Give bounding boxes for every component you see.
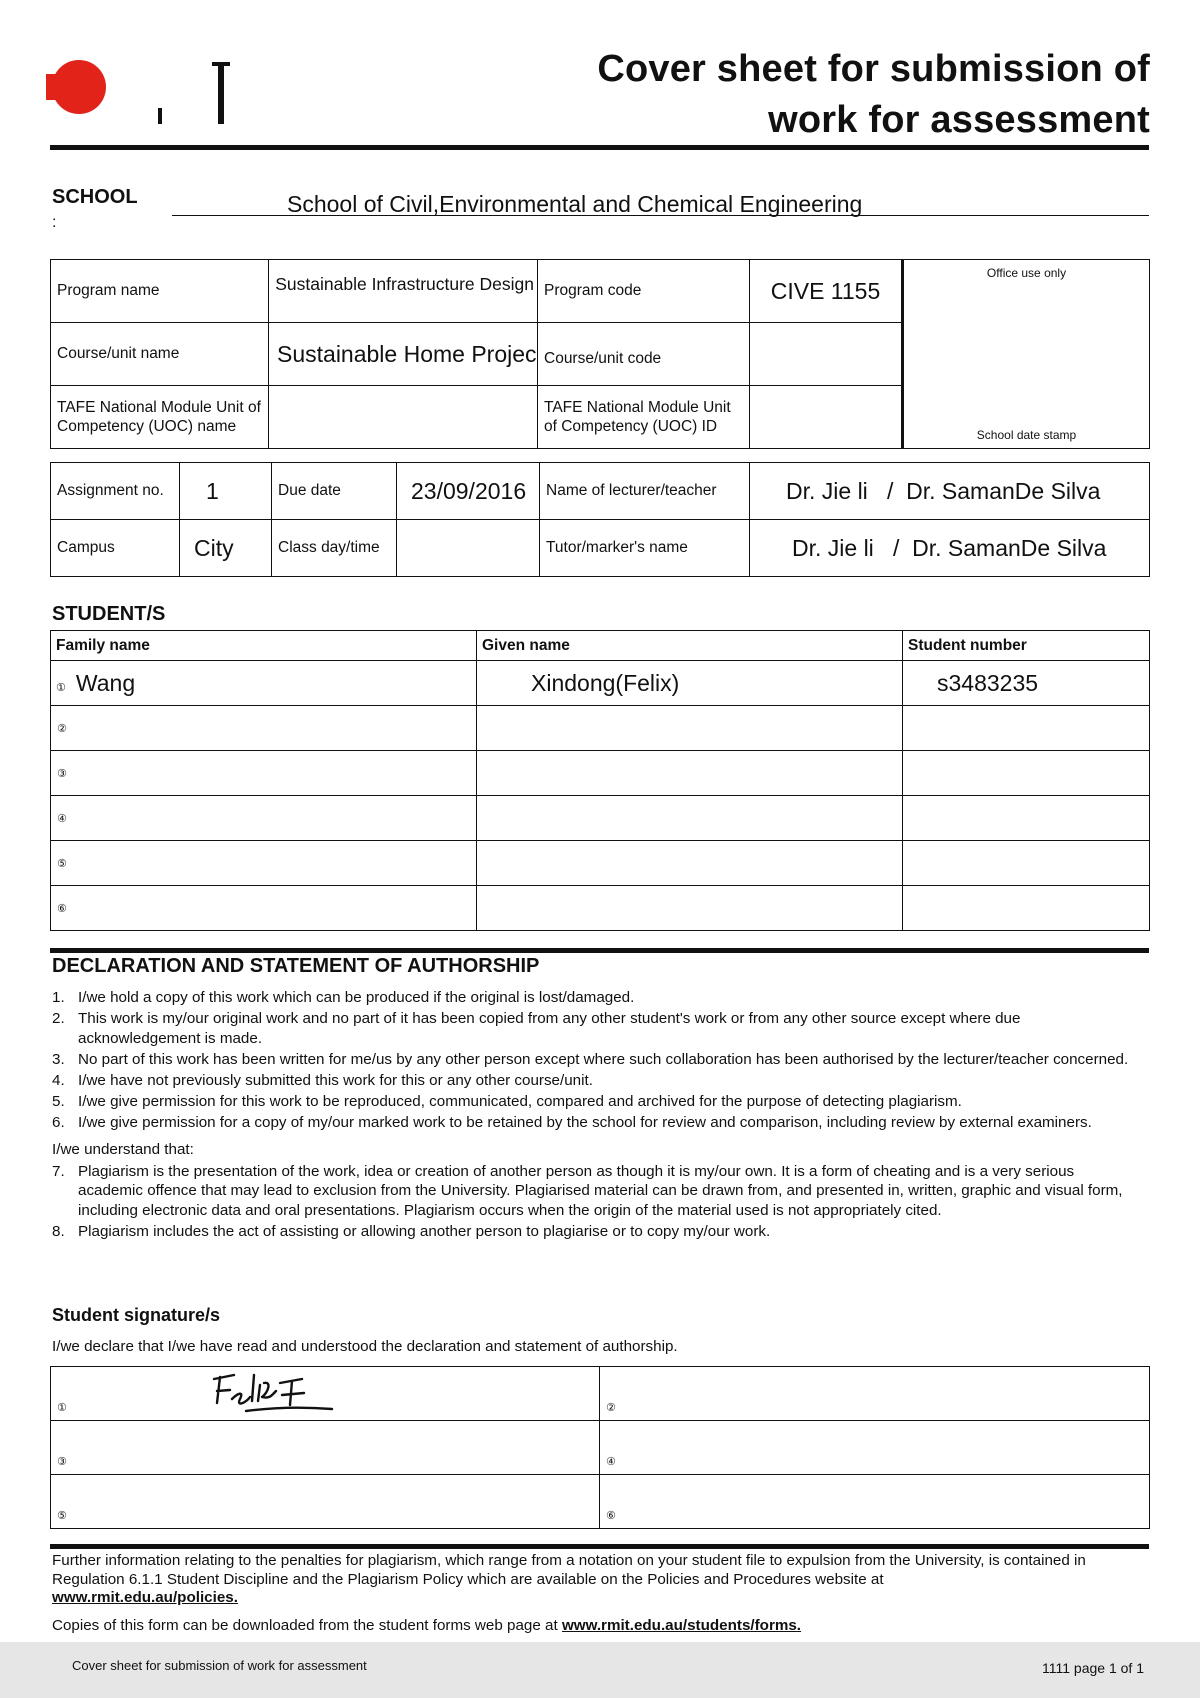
policies-link[interactable]: www.rmit.edu.au/policies.	[52, 1589, 238, 1606]
signature-number: ④	[606, 1456, 616, 1468]
declaration-heading: DECLARATION AND STATEMENT OF AUTHORSHIP	[52, 955, 540, 977]
school-stamp-label: School date stamp	[976, 428, 1077, 442]
tafe-id-value[interactable]	[750, 386, 903, 449]
student-number-cell[interactable]	[903, 841, 1150, 886]
campus-value[interactable]: City	[180, 520, 272, 577]
course-code-value[interactable]	[750, 323, 903, 386]
declaration-item: 3. No part of this work has been written for me/us by any other person except where such collaboration has been authorised by the lecturer/teacher concerned.	[52, 1050, 1129, 1068]
row-number: ②	[57, 723, 67, 735]
student-row	[51, 706, 1150, 751]
lecturer-value[interactable]: Dr. Jie li / Dr. SamanDe Silva	[750, 463, 1150, 520]
students-heading: STUDENT/S	[52, 603, 166, 625]
school-colon: :	[52, 214, 57, 231]
footer-document-title: Cover sheet for submission of work for assessment	[72, 1658, 367, 1673]
given-name-cell[interactable]	[477, 706, 903, 751]
understand-label: I/we understand that:	[52, 1141, 194, 1158]
footer-page-number: 1111 page 1 of 1	[1042, 1660, 1144, 1676]
logo-red-dot	[52, 60, 106, 114]
row-number: ④	[57, 813, 67, 825]
family-name-cell[interactable]	[51, 886, 477, 931]
family-name-cell[interactable]	[51, 661, 477, 706]
due-date-label: Due date	[272, 463, 397, 520]
declaration-item: 1. I/we hold a copy of this work which can be produced if the original is lost/damaged.	[52, 989, 635, 1006]
student-number-cell[interactable]	[903, 706, 1150, 751]
signature-statement: I/we declare that I/we have read and understood the declaration and statement of authorship.	[52, 1338, 678, 1355]
column-given-name: Given name	[477, 631, 903, 661]
penalty-notice	[52, 1552, 1142, 1608]
declaration-body	[52, 988, 1142, 1243]
family-name-cell[interactable]	[51, 796, 477, 841]
signature-number: ⑥	[606, 1510, 616, 1522]
copies-notice	[52, 1617, 1142, 1636]
tutor-value[interactable]: Dr. Jie li / Dr. SamanDe Silva	[750, 520, 1150, 577]
student-row	[51, 661, 1150, 706]
forms-link[interactable]: www.rmit.edu.au/students/forms.	[561, 1617, 802, 1634]
student-number-cell[interactable]: s3483235	[903, 661, 1150, 706]
tafe-name-label: TAFE National Module Unit of Competency (UOC) name	[51, 386, 269, 449]
signature-number: ③	[57, 1456, 67, 1468]
student-row	[51, 841, 1150, 886]
signature-table	[50, 1366, 1150, 1529]
assignment-number-value[interactable]: 1	[180, 463, 272, 520]
signature-cell-5[interactable]	[51, 1475, 600, 1529]
signature-number: ①	[57, 1402, 67, 1414]
program-table	[50, 259, 1150, 449]
student-row	[51, 886, 1150, 931]
signature-cell-6[interactable]	[600, 1475, 1150, 1529]
declaration-item: 8. Plagiarism includes the act of assisting or allowing another person to plagiarise or to copy my/our work.	[52, 1222, 771, 1240]
office-use-box	[903, 260, 1150, 449]
family-name-cell[interactable]	[51, 751, 477, 796]
column-student-number: Student number	[903, 631, 1150, 661]
row-number: ⑥	[57, 903, 67, 915]
copies-text: Copies of this form can be downloaded from the student forms web page at	[52, 1617, 558, 1634]
signature-heading: Student signature/s	[52, 1305, 221, 1325]
header-rule	[50, 145, 1149, 150]
row-number: ⑤	[57, 858, 67, 870]
title-line-1: Cover sheet for submission of	[597, 48, 1150, 90]
tafe-name-value[interactable]	[269, 386, 538, 449]
course-name-label: Course/unit name	[51, 323, 269, 386]
student-table	[50, 630, 1150, 931]
given-name-cell[interactable]: Xindong(Felix)	[477, 661, 903, 706]
signature-cell-4[interactable]	[600, 1421, 1150, 1475]
declaration-item: 6. I/we give permission for a copy of my/our marked work to be retained by the school for review and comparison, including review by external examiners.	[52, 1113, 1092, 1131]
signature-cell-2[interactable]	[600, 1367, 1150, 1421]
given-name-cell[interactable]	[477, 751, 903, 796]
office-use-label: Office use only	[986, 266, 1067, 280]
row-number: ①	[56, 681, 66, 694]
family-name-cell[interactable]	[51, 706, 477, 751]
logo-mark-small	[158, 108, 162, 124]
student-row	[51, 796, 1150, 841]
program-code-value[interactable]: CIVE 1155	[750, 260, 903, 323]
logo-mark-tall	[218, 62, 224, 124]
tutor-label: Tutor/marker's name	[540, 520, 750, 577]
given-name-cell[interactable]	[477, 886, 903, 931]
assignment-table	[50, 462, 1150, 577]
program-name-label: Program name	[51, 260, 269, 323]
program-code-label: Program code	[538, 260, 750, 323]
class-time-label: Class day/time	[272, 520, 397, 577]
declaration-item: 4. I/we have not previously submitted this work for this or any other course/unit.	[52, 1071, 593, 1089]
column-family-name: Family name	[51, 631, 477, 661]
declaration-item: 5. I/we give permission for this work to be reproduced, communicated, compared and archived for the purpose of detecting plagiarism.	[52, 1092, 962, 1110]
program-name-value[interactable]: Sustainable Infrastructure Design	[269, 260, 538, 323]
signature-cell-3[interactable]	[51, 1421, 600, 1475]
signature-number: ②	[606, 1402, 616, 1414]
signature-cell-1[interactable]	[51, 1367, 600, 1421]
school-value[interactable]: School of Civil,Environmental and Chemical Engineering	[287, 191, 863, 217]
given-name-cell[interactable]	[477, 796, 903, 841]
footer-rule	[50, 1544, 1149, 1549]
lecturer-label: Name of lecturer/teacher	[540, 463, 750, 520]
penalty-text: Further information relating to the penalties for plagiarism, which range from a notation on your student file to expulsion from the University, is contained in Regulation 6.1.1 Student Discipline and the Plagiarism Policy which are available on the Policies and Procedures website at	[52, 1552, 1086, 1588]
row-number: ③	[57, 768, 67, 780]
declaration-rule	[50, 948, 1149, 953]
class-time-value[interactable]	[397, 520, 540, 577]
student-signature	[206, 1369, 356, 1421]
given-name-cell[interactable]	[477, 841, 903, 886]
student-number-cell[interactable]	[903, 886, 1150, 931]
assignment-number-label: Assignment no.	[51, 463, 180, 520]
title-line-2: work for assessment	[768, 99, 1150, 141]
due-date-value[interactable]: 23/09/2016	[397, 463, 540, 520]
school-label: SCHOOL	[52, 186, 138, 208]
campus-label: Campus	[51, 520, 180, 577]
tafe-id-label: TAFE National Module Unit of Competency (UOC) ID	[538, 386, 750, 449]
course-name-value[interactable]: Sustainable Home Projec	[269, 323, 538, 386]
declaration-item: 2. This work is my/our original work and no part of it has been copied from any other student's work or from any other source except where due acknowledgement is made.	[52, 1010, 1021, 1047]
family-name-value: Wang	[75, 669, 136, 696]
student-row	[51, 751, 1150, 796]
signature-number: ⑤	[57, 1510, 67, 1522]
page-title	[597, 44, 1150, 146]
declaration-item: 7. Plagiarism is the presentation of the work, idea or creation of another person as though it is my/our own. It is a form of cheating and is a very serious academic offence that may lead to exclusion from the University. Plagiarised material can be drawn from, and presented in, written, graphic and visual form, including electronic data and oral presentations. Plagiarism occurs when the origin of the material used is not appropriately cited.	[52, 1162, 1123, 1219]
course-code-label: Course/unit code	[538, 323, 750, 386]
family-name-cell[interactable]	[51, 841, 477, 886]
student-number-cell[interactable]	[903, 796, 1150, 841]
student-number-cell[interactable]	[903, 751, 1150, 796]
